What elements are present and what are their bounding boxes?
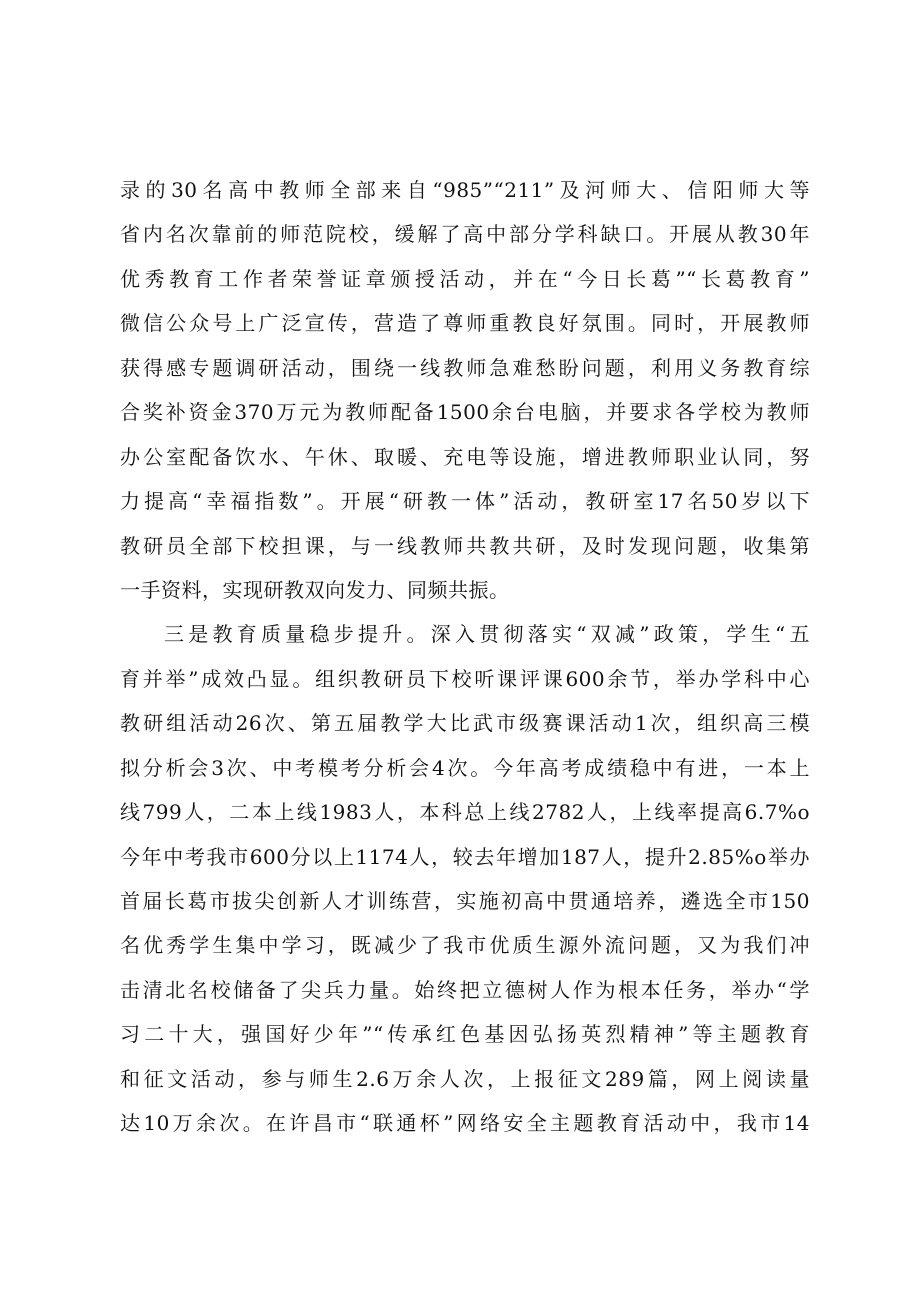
paragraph-teacher-team: [120, 168, 810, 612]
text-line: 首届长葛市拔尖创新人才训练营，实施初高中贯通培养，遴选全市150: [120, 889, 810, 913]
text-line: 一手资料，实现研教双向发力、同频共振。: [120, 577, 510, 602]
text-line: 育并举”成效凸显。组织教研员下校听课评课600余节，举办学科中心: [120, 666, 810, 691]
text-line: 获得感专题调研活动，围绕一线教师急难愁盼问题，利用义务教育综: [120, 355, 810, 380]
text-line: 力提高“幸福指数”。开展“研教一体”活动，教研室17名50岁以下: [120, 489, 810, 514]
text-line: 合奖补资金370万元为教师配备1500余台电脑，并要求各学校为教师: [120, 400, 810, 425]
text-line: 达10万余次。在许昌市“联通杯”网络安全主题教育活动中，我市14: [120, 1111, 810, 1136]
paragraph-education-quality: [120, 612, 810, 1145]
text-line: 省内名次靠前的师范院校，缓解了高中部分学科缺口。开展从教30年: [120, 222, 810, 247]
text-line: 教研员全部下校担课，与一线教师共教共研，及时发现问题，收集第: [120, 533, 810, 558]
text-line: 办公室配备饮水、午休、取暖、充电等设施，增进教师职业认同，努: [120, 444, 810, 469]
text-line: 习二十大，强国好少年”“传承红色基因弘扬英烈精神”等主题教育: [120, 1022, 810, 1047]
text-line: 优秀教育工作者荣誉证章颁授活动，并在“今日长葛”“长葛教育”: [120, 266, 810, 291]
text-line: 和征文活动，参与师生2.6万余人次，上报征文289篇，网上阅读量: [120, 1066, 810, 1091]
text-line: 线799人，二本上线1983人，本科总上线2782人，上线率提高6.7%o: [120, 800, 810, 825]
text-line: 击清北名校储备了尖兵力量。始终把立德树人作为根本任务，举办“学: [120, 977, 810, 1002]
document-body: [120, 168, 810, 1146]
text-line: 名优秀学生集中学习，既减少了我市优质生源外流问题，又为我们冲: [120, 933, 810, 958]
text-line: 教研组活动26次、第五届教学大比武市级赛课活动1次，组织高三模: [120, 711, 810, 736]
text-line: 三是教育质量稳步提升。深入贯彻落实“双减”政策，学生“五: [164, 622, 810, 647]
text-line: 拟分析会3次、中考模考分析会4次。今年高考成绩稳中有进，一本上: [120, 755, 810, 780]
text-line: 录的30名高中教师全部来自“985”“211”及河师大、信阳师大等: [120, 178, 810, 202]
text-line: 微信公众号上广泛宣传，营造了尊师重教良好氛围。同时，开展教师: [120, 311, 810, 336]
text-line: 今年中考我市600分以上1174人，较去年增加187人，提升2.85%o举办: [120, 844, 810, 869]
